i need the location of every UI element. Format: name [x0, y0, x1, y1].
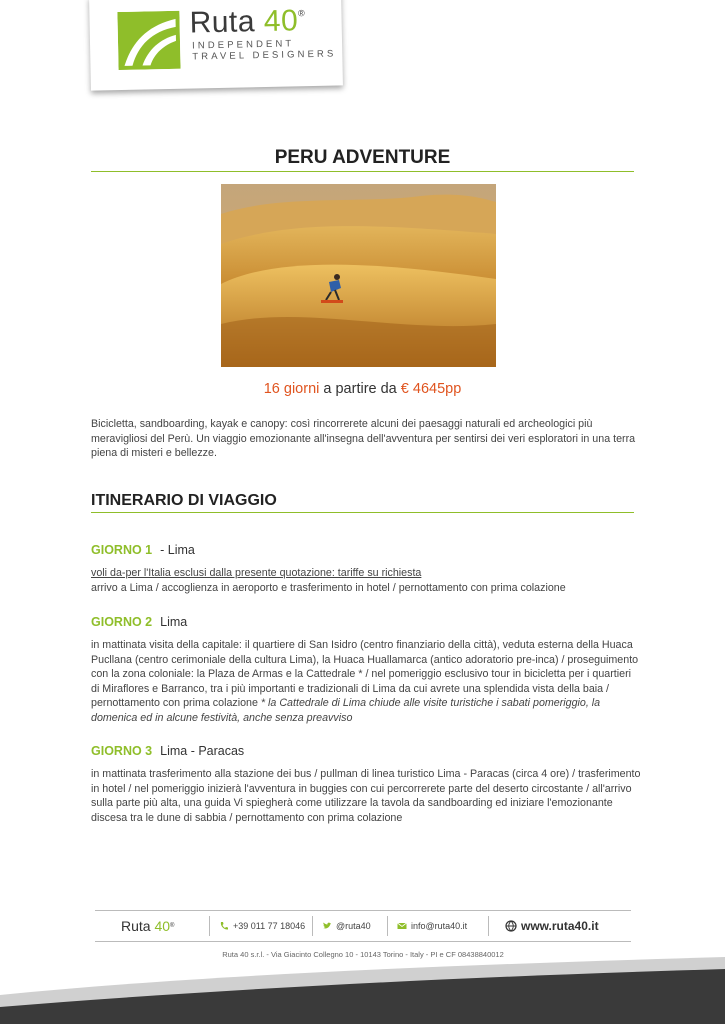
globe-icon [505, 920, 517, 932]
footer-twitter[interactable]: @ruta40 [322, 911, 371, 941]
itinerary-divider [91, 512, 634, 513]
envelope-icon [397, 921, 407, 931]
footer-legal: Ruta 40 s.r.l. - Via Giacinto Collegno 10 - 10143 Torino - Italy - PI e CF 08438840012 [222, 950, 504, 959]
price-line: 16 giorni a partire da € 4645pp [263, 381, 462, 397]
footer-phone[interactable]: +39 011 77 18046 [219, 911, 305, 941]
desert-sandboarding-photo [221, 184, 496, 367]
logo-road-icon [117, 11, 180, 70]
trip-price: € 4645pp [400, 381, 462, 397]
logo-name: Ruta 40® [189, 4, 306, 40]
footer-swoosh [0, 955, 725, 1024]
phone-icon [219, 921, 229, 931]
day-2-heading: GIORNO 2 Lima [91, 615, 188, 629]
title-divider [91, 171, 634, 172]
footer-website[interactable]: www.ruta40.it [505, 911, 599, 941]
trip-duration: 16 giorni [263, 381, 320, 397]
itinerary-heading: ITINERARIO DI VIAGGIO [91, 492, 277, 509]
day-2-text: in mattinata visita della capitale: il quartiere di San Isidro (centro finanziario della città), veduta esterna della Huaca Pucllana (centro cerimoniale della cultura Lima), la Huaca Huallamarca (antico adoratorio pre-inca) / proseguimento con la zona coloniale: la Plaza de Armas e la Cattedrale * / nel pomeriggio esclusivo tour in bicicletta per i quartieri di Miraflores e Barranco, tra i più importanti e tradizionali di Lima da cui avrete una splendida vista della baia / pernottamento con prima colazione * la Cattedrale di Lima chiude alle visite turistiche i sabati pomeriggio, la domenica ed in alcune festività, anche senza preavviso [91, 639, 639, 724]
day-1-heading: GIORNO 1 - Lima [91, 543, 195, 557]
day-3-text: in mattinata trasferimento alla stazione dei bus / pullman di linea turistico Lima - Paracas (circa 4 ore) / trasferimento in hotel / nel pomeriggio inizierà l'avventura in buggies con cui percorrerete parte del deserto circostante / all'arrivo sulla parte più alta, una guida Vi spiegherà come utilizzare la tavola da sandboarding ed iniziare l'emozionante discesa tra le dune di sabbia / pernottamento con prima colazione [91, 768, 641, 824]
day-2-cathedral-note: * la Cattedrale di Lima chiude alle visite turistiche i sabati pomeriggio, la domenica ed in alcune festività, anche senza preavviso [91, 697, 601, 724]
day-1-flights-note: voli da-per l'Italia esclusi dalla presente quotazione: tariffe su richiesta [91, 567, 422, 579]
logo [89, 0, 343, 91]
logo-tagline: INDEPENDENT TRAVEL DESIGNERS [191, 38, 337, 63]
day-3-heading: GIORNO 3 Lima - Paracas [91, 744, 245, 758]
day-1-text: voli da-per l'Italia esclusi dalla presente quotazione: tariffe su richiesta arrivo a Lima / accoglienza in aeroporto e trasferimento in hotel / pernottamento con prima colazione [91, 566, 641, 595]
trip-description: Bicicletta, sandboarding, kayak e canopy: così rincorrerete alcuni dei paesaggi naturali ed archeologici più meravigliosi del Perù. Un viaggio emozionante all'insegna dell'avventura per sentirsi dei veri esploratori in una terra piena di misteri e bellezze. [91, 418, 636, 459]
footer-brand: Ruta 40 ® [121, 918, 175, 934]
page-title: PERU ADVENTURE [274, 147, 451, 168]
twitter-icon [322, 921, 332, 931]
footer-email[interactable]: info@ruta40.it [397, 911, 467, 941]
footer-contacts [95, 910, 631, 942]
